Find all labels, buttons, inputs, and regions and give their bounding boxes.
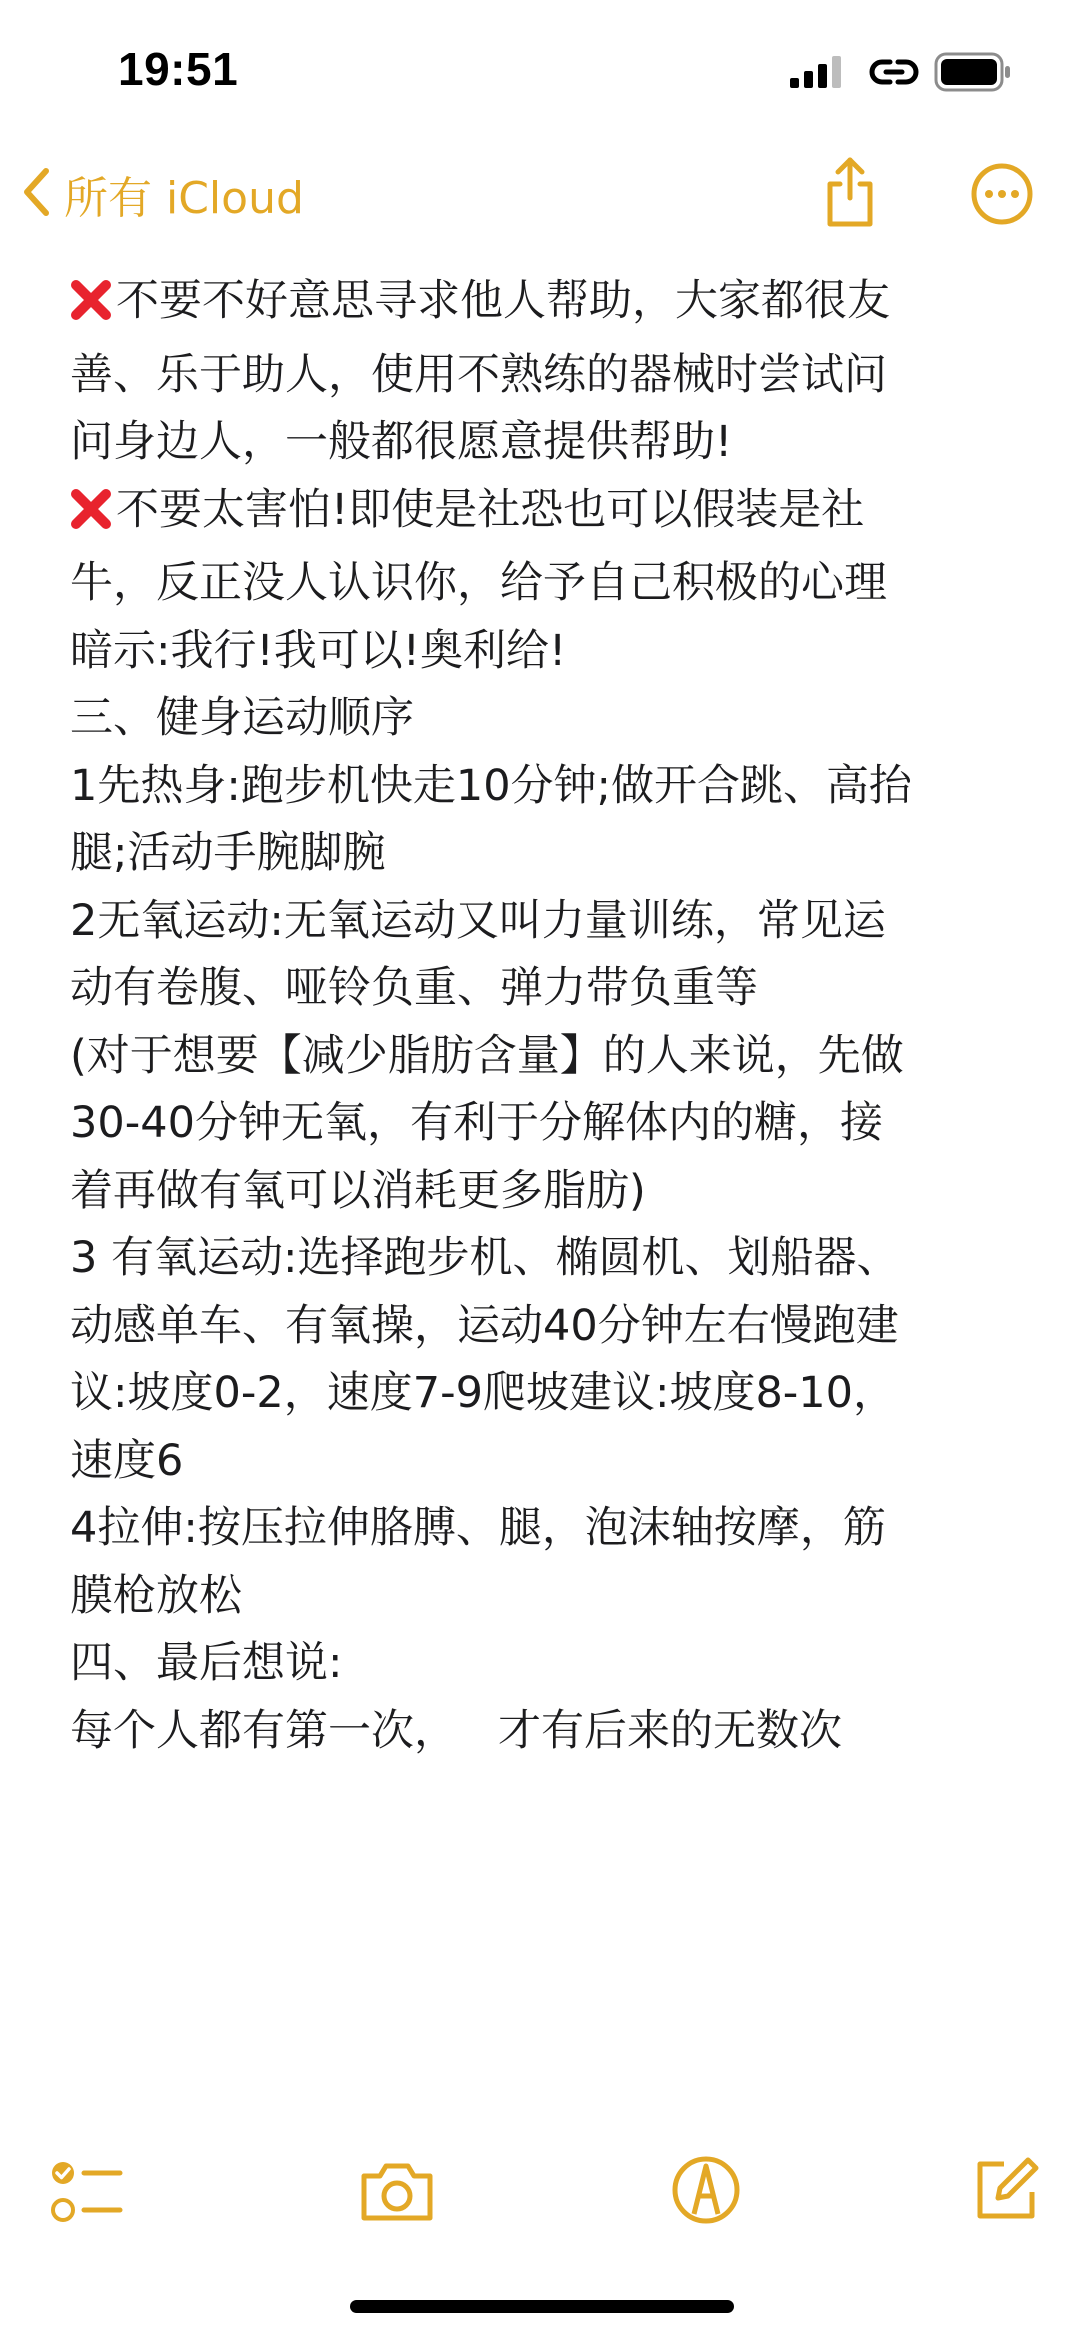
note-text-line: 3 有氧运动:选择跑步机、椭圆机、划船器、 xyxy=(70,1233,900,1283)
checklist-icon[interactable] xyxy=(48,2158,124,2232)
bottom-toolbar xyxy=(0,2140,1080,2250)
note-text-line: 速度6 xyxy=(70,1435,184,1486)
note-text-line: 不要太害怕!即使是社恐也可以假装是社 xyxy=(116,484,865,535)
note-text-line: 腿;活动手腕脚腕 xyxy=(70,828,386,878)
markup-icon[interactable] xyxy=(670,2152,742,2232)
note-text-line: (对于想要【减少脂肪含量】的人来说，先做 xyxy=(70,1030,904,1081)
status-bar xyxy=(0,0,1080,140)
home-indicator[interactable] xyxy=(350,2300,734,2313)
section-heading-order: 三、健身运动顺序 xyxy=(70,693,414,743)
cross-mark-icon xyxy=(70,274,112,342)
status-time: 19:51 xyxy=(118,43,239,95)
ellipsis-circle-icon[interactable] xyxy=(970,162,1034,230)
back-button-label: 所有 iCloud xyxy=(64,173,304,224)
note-text-line: 2无氧运动:无氧运动又叫力量训练，常见运 xyxy=(70,895,886,946)
note-text-line: 4拉伸:按压拉伸胳膊、腿，泡沫轴按摩，筋 xyxy=(70,1503,886,1553)
note-text-line: 着再做有氧可以消耗更多脂肪) xyxy=(70,1165,646,1216)
link-icon xyxy=(868,50,920,98)
chevron-left-icon xyxy=(22,167,50,221)
note-text-line: 动有卷腹、哑铃负重、弹力带负重等 xyxy=(70,963,758,1013)
camera-icon[interactable] xyxy=(358,2160,436,2228)
back-button[interactable] xyxy=(22,162,304,226)
section-heading-final: 四、最后想说: xyxy=(70,1638,343,1688)
note-paragraph-fear xyxy=(70,477,1020,686)
note-step-warmup xyxy=(70,753,1020,888)
note-text-line: 牛，反正没人认识你，给予自己积极的心理 xyxy=(70,558,887,608)
cross-mark-icon xyxy=(70,483,112,551)
compose-icon[interactable] xyxy=(970,2150,1042,2230)
share-icon[interactable] xyxy=(822,152,878,236)
note-paragraph-help xyxy=(70,268,1020,477)
note-text-line: 动感单车、有氧操，运动40分钟左右慢跑建 xyxy=(70,1300,899,1351)
note-step-aerobic xyxy=(70,1225,1020,1495)
battery-icon xyxy=(934,52,1014,96)
note-text-line: 1先热身:跑步机快走10分钟;做开合跳、高抬 xyxy=(70,760,913,811)
navigation-bar xyxy=(0,140,1080,250)
note-content[interactable] xyxy=(70,268,1020,1765)
note-closing-line: 每个人都有第一次， 才有后来的无数次 xyxy=(70,1705,843,1756)
note-text-line: 善、乐于助人，使用不熟练的器械时尝试问 xyxy=(70,349,887,400)
note-step-stretch xyxy=(70,1495,1020,1630)
cellular-signal-icon xyxy=(790,56,846,92)
note-text-line: 不要不好意思寻求他人帮助，大家都很友 xyxy=(116,276,890,326)
note-text-line: 暗示:我行!我可以!奥利给! xyxy=(70,625,567,676)
note-text-line: 问身边人，一般都很愿意提供帮助! xyxy=(70,417,733,467)
note-text-line: 膜枪放松 xyxy=(70,1570,242,1621)
note-text-line: 30-40分钟无氧，有利于分解体内的糖，接 xyxy=(70,1098,883,1148)
note-step-anaerobic xyxy=(70,888,1020,1023)
note-fat-loss-tip xyxy=(70,1023,1020,1226)
note-text-line: 议:坡度0-2，速度7-9爬坡建议:坡度8-10， xyxy=(70,1368,897,1418)
